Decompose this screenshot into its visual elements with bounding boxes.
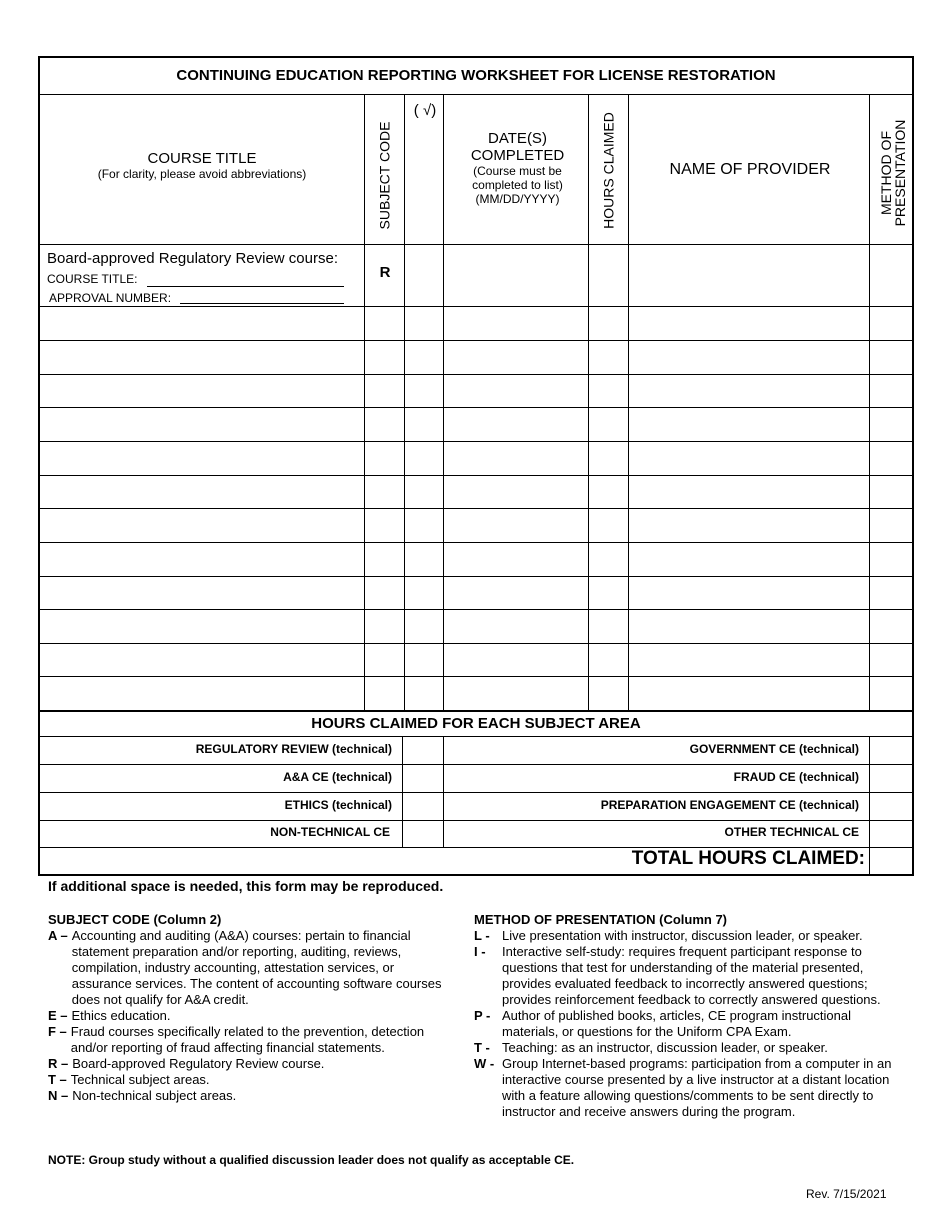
method-desc-t: Teaching: as an instructor, discussion leader, or speaker. — [502, 1040, 828, 1055]
legend-desc-f: Fraud courses specifically related to the prevention, detection and/or reporting of fraud affecting financial statements. — [70, 1024, 425, 1055]
dates-header-note: (Course must be completed to list) (MM/DD/YYYY) — [472, 164, 563, 206]
subject-code-header: SUBJECT CODE — [376, 121, 393, 230]
approval-number-field-line[interactable] — [180, 303, 344, 304]
worksheet-form — [38, 56, 914, 876]
method-item-i — [474, 944, 904, 1008]
hours-claimed-header: HOURS CLAIMED — [600, 112, 617, 229]
subject-fraud-ce: FRAUD CE (technical) — [733, 770, 859, 784]
subject-preparation-engagement: PREPARATION ENGAGEMENT CE (technical) — [600, 798, 859, 812]
legend-code-n: N – — [48, 1088, 69, 1103]
method-legend-title: METHOD OF PRESENTATION (Column 7) — [474, 912, 728, 927]
method-desc-i: Interactive self-study: requires frequent participant response to questions that test for understanding of the material presented, provides evaluated feedback to incorrectly answered questions; provides reinforcement feedback to correctly answered questions. — [502, 944, 881, 1007]
legend-item-r — [48, 1056, 448, 1072]
method-desc-w: Group Internet-based programs: participation from a computer in an interactive course presented by a live instructor at a distant location with a feature allowing questions/comments to be sent directly to instructor and receive answers during the program. — [502, 1056, 892, 1119]
subject-non-technical: NON-TECHNICAL CE — [270, 825, 390, 839]
provider-header: NAME OF PROVIDER — [669, 161, 831, 178]
method-item-t — [474, 1040, 904, 1056]
legend-code-f: F – — [48, 1024, 67, 1039]
method-item-w — [474, 1056, 904, 1120]
legend-desc-a: Accounting and auditing (A&A) courses: pertain to financial statement preparation and/or reporting, auditing, reviews, compilation, industry accounting, attestation services, or assurance services. The content of accounting software courses does not qualify for A&A credit. — [71, 928, 442, 1007]
subject-code-legend — [48, 912, 448, 1104]
course-title-field-line[interactable] — [147, 286, 344, 287]
method-legend — [474, 912, 904, 1120]
method-code-p: P - — [474, 1008, 491, 1023]
legend-item-t — [48, 1072, 448, 1088]
legend-desc-n: Non-technical subject areas. — [72, 1088, 237, 1103]
dates-header — [445, 130, 590, 206]
legend-item-n — [48, 1088, 448, 1104]
method-desc-p: Author of published books, articles, CE program instructional materials, or questions for the Uniform CPA Exam. — [502, 1008, 852, 1039]
subject-government-ce: GOVERNMENT CE (technical) — [689, 742, 859, 756]
revision-date: Rev. 7/15/2021 — [806, 1187, 887, 1201]
subject-code-legend-title: SUBJECT CODE (Column 2) — [48, 912, 222, 927]
legend-desc-r: Board-approved Regulatory Review course. — [72, 1056, 325, 1071]
method-code-i: I - — [474, 944, 486, 959]
subject-ethics: ETHICS (technical) — [284, 798, 392, 812]
legend-item-a — [48, 928, 448, 1008]
subject-aa-ce: A&A CE (technical) — [283, 770, 392, 784]
course-title-header-note: (For clarity, please avoid abbreviations) — [97, 167, 307, 181]
approval-number-field-label: APPROVAL NUMBER: — [49, 291, 172, 305]
group-study-note: NOTE: Group study without a qualified discussion leader does not qualify as acceptable CE. — [48, 1153, 575, 1167]
legend-desc-e: Ethics education. — [71, 1008, 171, 1023]
dates-header-label: DATE(S) COMPLETED — [470, 130, 565, 164]
subject-regulatory-review: REGULATORY REVIEW (technical) — [195, 742, 392, 756]
legend-code-e: E – — [48, 1008, 68, 1023]
legend-code-r: R – — [48, 1056, 69, 1071]
course-title-header — [40, 150, 364, 181]
method-desc-l: Live presentation with instructor, discussion leader, or speaker. — [502, 928, 863, 943]
method-item-l — [474, 928, 904, 944]
form-title: CONTINUING EDUCATION REPORTING WORKSHEET FOR LICENSE RESTORATION — [40, 58, 912, 95]
method-code-w: W - — [474, 1056, 495, 1071]
check-header: ( √) — [413, 102, 437, 119]
reproduce-note: If additional space is needed, this form may be reproduced. — [48, 878, 444, 894]
legend-desc-t: Technical subject areas. — [70, 1072, 210, 1087]
method-code-l: L - — [474, 928, 490, 943]
method-header: METHOD OF PRESENTATION — [878, 119, 908, 227]
regulatory-code: R — [379, 264, 391, 281]
course-title-header-label: COURSE TITLE — [147, 150, 257, 167]
legend-item-f — [48, 1024, 448, 1056]
hours-section-title: HOURS CLAIMED FOR EACH SUBJECT AREA — [311, 715, 641, 732]
regulatory-row-heading: Board-approved Regulatory Review course: — [47, 250, 338, 267]
course-title-field-label: COURSE TITLE: — [47, 272, 138, 286]
total-hours-label: TOTAL HOURS CLAIMED: — [631, 848, 865, 869]
method-item-p — [474, 1008, 904, 1040]
method-code-t: T - — [474, 1040, 490, 1055]
subject-other-technical: OTHER TECHNICAL CE — [724, 825, 859, 839]
legend-code-t: T – — [48, 1072, 67, 1087]
legend-item-e — [48, 1008, 448, 1024]
legend-code-a: A – — [48, 928, 68, 943]
